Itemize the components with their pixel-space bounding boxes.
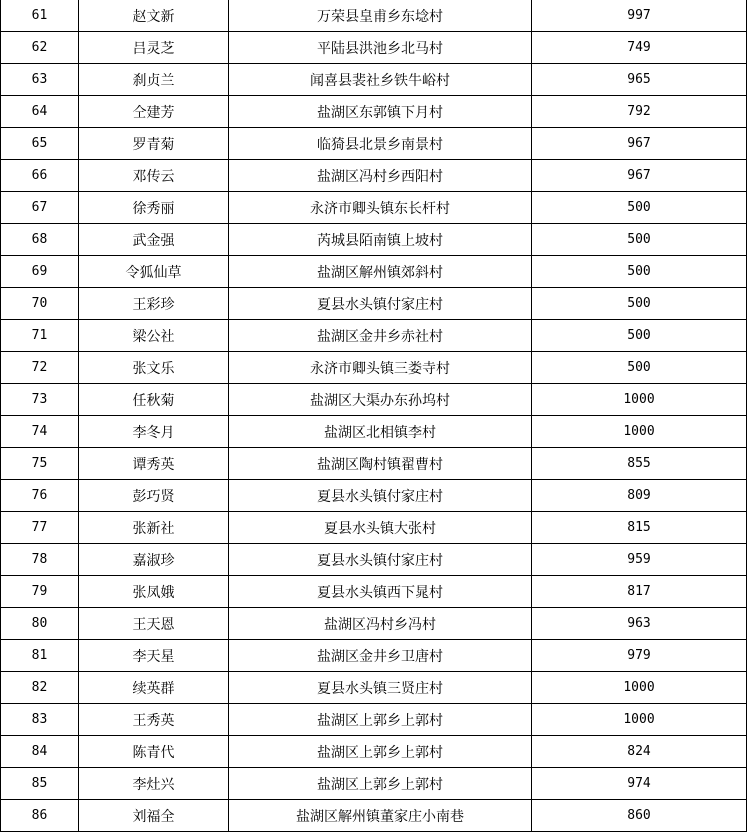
row-number-cell: 79	[1, 576, 79, 608]
row-number-cell: 85	[1, 768, 79, 800]
table-row	[1, 768, 747, 800]
table-body	[1, 0, 747, 832]
table-row	[1, 576, 747, 608]
address-cell: 夏县水头镇付家庄村	[229, 288, 532, 320]
address-cell: 盐湖区东郭镇下月村	[229, 96, 532, 128]
address-cell: 平陆县洪池乡北马村	[229, 32, 532, 64]
row-number-cell: 66	[1, 160, 79, 192]
row-number-cell: 70	[1, 288, 79, 320]
amount-cell: 965	[532, 64, 747, 96]
table-row	[1, 224, 747, 256]
amount-cell: 817	[532, 576, 747, 608]
address-cell: 盐湖区上郭乡上郭村	[229, 704, 532, 736]
row-number-cell: 73	[1, 384, 79, 416]
amount-cell: 959	[532, 544, 747, 576]
address-cell: 夏县水头镇付家庄村	[229, 480, 532, 512]
table-row	[1, 192, 747, 224]
amount-cell: 974	[532, 768, 747, 800]
table-row	[1, 160, 747, 192]
name-cell: 徐秀丽	[79, 192, 229, 224]
row-number-cell: 84	[1, 736, 79, 768]
row-number-cell: 78	[1, 544, 79, 576]
address-cell: 盐湖区金井乡卫唐村	[229, 640, 532, 672]
name-cell: 张新社	[79, 512, 229, 544]
table-row	[1, 96, 747, 128]
row-number-cell: 64	[1, 96, 79, 128]
address-cell: 永济市卿头镇三娄寺村	[229, 352, 532, 384]
table-row	[1, 672, 747, 704]
name-cell: 仝建芳	[79, 96, 229, 128]
table-row	[1, 736, 747, 768]
amount-cell: 824	[532, 736, 747, 768]
address-cell: 盐湖区冯村乡西阳村	[229, 160, 532, 192]
address-cell: 万荣县皇甫乡东埝村	[229, 0, 532, 32]
amount-cell: 1000	[532, 672, 747, 704]
name-cell: 谭秀英	[79, 448, 229, 480]
address-cell: 盐湖区上郭乡上郭村	[229, 768, 532, 800]
table-row	[1, 480, 747, 512]
address-cell: 盐湖区冯村乡冯村	[229, 608, 532, 640]
table-row	[1, 256, 747, 288]
name-cell: 刹贞兰	[79, 64, 229, 96]
row-number-cell: 74	[1, 416, 79, 448]
amount-cell: 500	[532, 352, 747, 384]
amount-cell: 997	[532, 0, 747, 32]
name-cell: 梁公社	[79, 320, 229, 352]
table-row	[1, 544, 747, 576]
row-number-cell: 61	[1, 0, 79, 32]
row-number-cell: 72	[1, 352, 79, 384]
address-cell: 闻喜县裴社乡铁牛峪村	[229, 64, 532, 96]
row-number-cell: 86	[1, 800, 79, 832]
table-row	[1, 416, 747, 448]
amount-cell: 855	[532, 448, 747, 480]
amount-cell: 749	[532, 32, 747, 64]
address-cell: 盐湖区大渠办东孙坞村	[229, 384, 532, 416]
address-cell: 盐湖区金井乡赤社村	[229, 320, 532, 352]
name-cell: 彭巧贤	[79, 480, 229, 512]
amount-cell: 963	[532, 608, 747, 640]
amount-cell: 500	[532, 256, 747, 288]
table-row	[1, 352, 747, 384]
row-number-cell: 68	[1, 224, 79, 256]
row-number-cell: 63	[1, 64, 79, 96]
name-cell: 令狐仙草	[79, 256, 229, 288]
name-cell: 李冬月	[79, 416, 229, 448]
table-row	[1, 128, 747, 160]
address-cell: 盐湖区上郭乡上郭村	[229, 736, 532, 768]
name-cell: 张文乐	[79, 352, 229, 384]
amount-cell: 1000	[532, 704, 747, 736]
address-cell: 夏县水头镇大张村	[229, 512, 532, 544]
amount-cell: 500	[532, 288, 747, 320]
table-row	[1, 320, 747, 352]
name-cell: 吕灵芝	[79, 32, 229, 64]
row-number-cell: 80	[1, 608, 79, 640]
table-row	[1, 288, 747, 320]
table-row	[1, 704, 747, 736]
name-cell: 任秋菊	[79, 384, 229, 416]
table-row	[1, 608, 747, 640]
amount-cell: 1000	[532, 416, 747, 448]
amount-cell: 500	[532, 224, 747, 256]
row-number-cell: 69	[1, 256, 79, 288]
name-cell: 陈青代	[79, 736, 229, 768]
name-cell: 刘福全	[79, 800, 229, 832]
name-cell: 李天星	[79, 640, 229, 672]
name-cell: 武金强	[79, 224, 229, 256]
table-row	[1, 384, 747, 416]
name-cell: 王彩珍	[79, 288, 229, 320]
address-cell: 盐湖区解州镇董家庄小南巷	[229, 800, 532, 832]
name-cell: 嘉淑珍	[79, 544, 229, 576]
row-number-cell: 62	[1, 32, 79, 64]
amount-cell: 500	[532, 320, 747, 352]
name-cell: 王天恩	[79, 608, 229, 640]
amount-cell: 809	[532, 480, 747, 512]
address-cell: 芮城县陌南镇上坡村	[229, 224, 532, 256]
amount-cell: 860	[532, 800, 747, 832]
amount-cell: 967	[532, 160, 747, 192]
address-cell: 夏县水头镇三贤庄村	[229, 672, 532, 704]
address-cell: 永济市卿头镇东长杆村	[229, 192, 532, 224]
table-row	[1, 0, 747, 32]
amount-cell: 815	[532, 512, 747, 544]
row-number-cell: 65	[1, 128, 79, 160]
amount-cell: 792	[532, 96, 747, 128]
name-cell: 续英群	[79, 672, 229, 704]
address-cell: 盐湖区陶村镇翟曹村	[229, 448, 532, 480]
name-cell: 李灶兴	[79, 768, 229, 800]
row-number-cell: 81	[1, 640, 79, 672]
row-number-cell: 76	[1, 480, 79, 512]
address-cell: 夏县水头镇西下晁村	[229, 576, 532, 608]
amount-cell: 1000	[532, 384, 747, 416]
row-number-cell: 83	[1, 704, 79, 736]
name-cell: 赵文新	[79, 0, 229, 32]
address-cell: 盐湖区北相镇李村	[229, 416, 532, 448]
name-cell: 邓传云	[79, 160, 229, 192]
table-row	[1, 800, 747, 832]
amount-cell: 967	[532, 128, 747, 160]
address-cell: 夏县水头镇付家庄村	[229, 544, 532, 576]
amount-cell: 979	[532, 640, 747, 672]
table-row	[1, 32, 747, 64]
address-cell: 临猗县北景乡南景村	[229, 128, 532, 160]
row-number-cell: 67	[1, 192, 79, 224]
table-row	[1, 640, 747, 672]
row-number-cell: 71	[1, 320, 79, 352]
row-number-cell: 75	[1, 448, 79, 480]
table-row	[1, 448, 747, 480]
table-row	[1, 64, 747, 96]
name-cell: 张凤娥	[79, 576, 229, 608]
name-cell: 罗青菊	[79, 128, 229, 160]
row-number-cell: 82	[1, 672, 79, 704]
table-row	[1, 512, 747, 544]
row-number-cell: 77	[1, 512, 79, 544]
address-cell: 盐湖区解州镇郊斜村	[229, 256, 532, 288]
amount-cell: 500	[532, 192, 747, 224]
name-cell: 王秀英	[79, 704, 229, 736]
